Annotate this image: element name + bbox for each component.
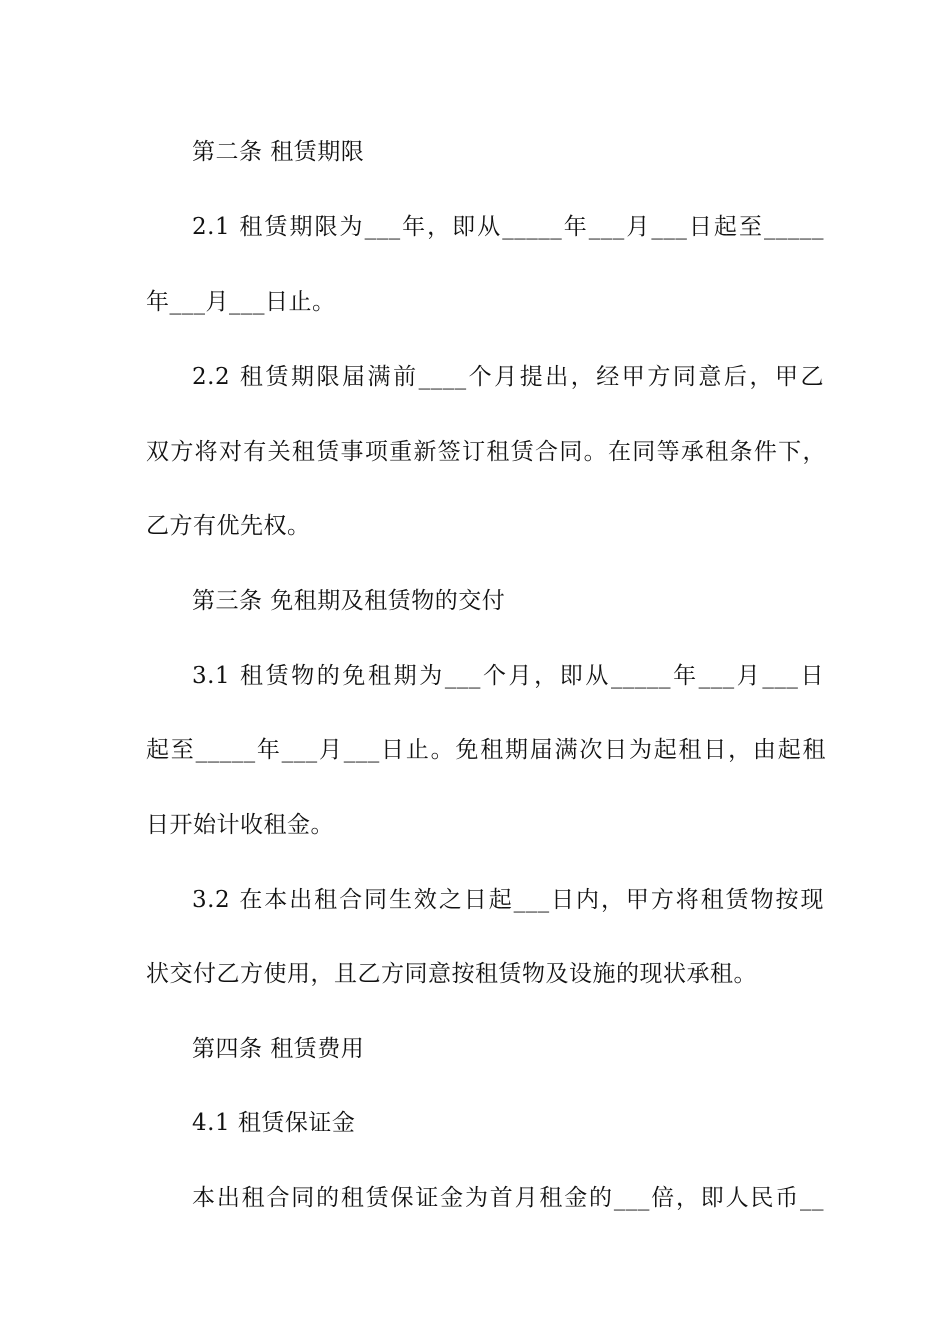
clause-2-1-line-1: 2.1 租赁期限为___年，即从_____年___月___日起至_____ [192, 214, 824, 240]
clause-2-2-line-2: 双方将对有关租赁事项重新签订租赁合同。在同等承租条件下， [146, 439, 826, 465]
clause-3-1-line-2: 起至_____年___月___日止。免租期届满次日为起租日，由起租 [146, 737, 826, 763]
clause-2-1-line-2: 年___月___日止。 [146, 289, 336, 315]
clause-4-1-heading: 4.1 租赁保证金 [192, 1110, 356, 1136]
clause-3-2-line-2: 状交付乙方使用，且乙方同意按租赁物及设施的现状承租。 [146, 961, 757, 987]
clause-3-2-line-1: 3.2 在本出租合同生效之日起___日内，甲方将租赁物按现 [192, 887, 824, 913]
clause-3-1-line-3: 日开始计收租金。 [146, 812, 334, 838]
clause-4-1-line-1: 本出租合同的租赁保证金为首月租金的___倍，即人民币__ [192, 1185, 824, 1211]
section-heading-article-2: 第二条 租赁期限 [192, 139, 365, 165]
clause-2-2-line-1: 2.2 租赁期限届满前____个月提出，经甲方同意后，甲乙 [192, 364, 824, 390]
section-heading-article-4: 第四条 租赁费用 [192, 1036, 365, 1062]
section-heading-article-3: 第三条 免租期及租赁物的交付 [192, 588, 506, 614]
clause-2-2-line-3: 乙方有优先权。 [146, 513, 311, 539]
clause-3-1-line-1: 3.1 租赁物的免租期为___个月，即从_____年___月___日 [192, 663, 824, 689]
